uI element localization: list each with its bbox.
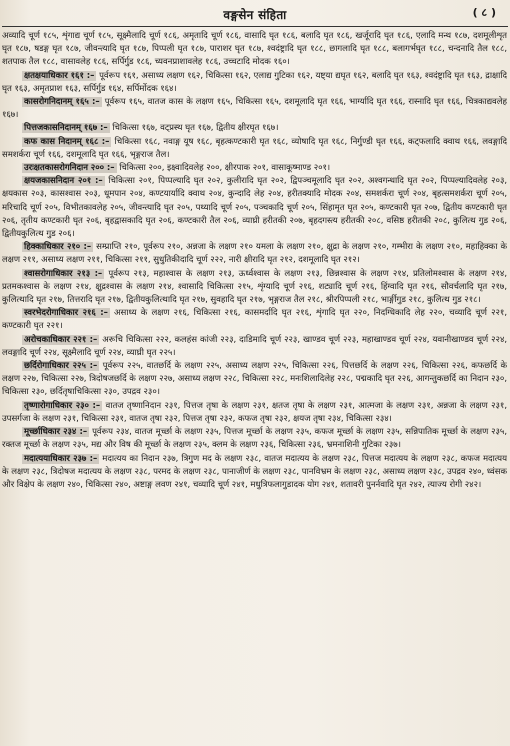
paragraph-arochaka [2, 334, 507, 360]
paragraph-kasaroga [2, 96, 507, 122]
section-heading: श्वासरोगाधिकार २१३ :– [24, 268, 103, 279]
paragraph-kshatakshaya [2, 70, 507, 96]
paragraph-text: चिकित्सा १६७, वट्प्रस्थ घृत १६७, द्वितीय क्षीरघृत १६७। [112, 123, 279, 134]
paragraph-chhardi [2, 360, 507, 400]
paragraph-madatyaya [2, 453, 507, 493]
paragraph-text: पूर्वरूप २१३, महाश्वास के लक्षण २१३, ऊर्ध्वश्वास के लक्षण २१३, छिन्नश्वास के लक्षण २१४, प्रतिलोमश्वास के लक्षण २१४, प्रतमकश्वास के लक्षण २१४, क्षुद्रश्वास के लक्षण २१४, श्वासादि चिकित्सा २१५, शृंग्यादि चूर्ण २१६, शट्यादि चूर्ण २१६, हिंग्वादि घृत २१६, सौवर्चलादि घृत २१७, कुलित्थादि घृत २१७, तित्तरादि घृत २१७, द्वितीयकुलित्थादि घृत २१७, सुवहादि घृत २१७, भृङ्गराज तैल २१८, श्रीरपिप्पली २१८, भार्ङ्गीगुड २१८, कुलित्थ गुड २१८। [2, 268, 507, 306]
contents-text [2, 30, 507, 742]
paragraph-intro [2, 30, 507, 70]
paragraph-text: असाध्य के लक्षण २१६, चिकित्सा २१६, कासमर्दादि घृत २१६, शृंगादि घृत २२०, निदग्धिकादि लेह २२०, चव्यादि चूर्ण २२१, कण्टकारी घृत २२१। [2, 308, 507, 332]
paragraph-text: सम्प्राप्ति २१०, पूर्वरूप २१०, अन्नजा के लक्षण २१० यमला के लक्षण २१०, क्षुद्रा के लक्षण २१०, गम्भीरा के लक्षण २१०, महाहिक्का के लक्षण २११, असाध्य लक्षण २११, चिकित्सा २११, सुधुतिकीदादि चूर्ण २२२, नारी क्षीरादि घृत २१२, दशमूलादि घृत २१२। [2, 242, 507, 266]
paragraph-kaphakasa [2, 136, 507, 162]
page-title: वङ्गसेन संहिता [223, 8, 287, 22]
paragraph-kshayajakasa [2, 175, 507, 241]
section-heading: अरोचकाधिकार २२१ :– [24, 334, 98, 345]
section-heading: स्वरभेदरोगाधिकार २१६ :– [24, 308, 108, 319]
paragraph-text: चिकित्सा २०१, पिप्पल्यादि घृत २०२, कुलीरादि घृत २०२, द्विपञ्चमूलादि घृत २०२, अश्वगन्धादि घृत २०२, पिप्पल्यादिवलेह २०३, क्षयकास २०३, कासश्वास २०३, धूमपान २०४, कण्टयार्यादि क्वाथ २०४, कुन्दादि लेह २०४, हरीतक्यादि मोदक २०४, समशर्करा चूर्ण २०४, बृहत्समशर्करा चूर्ण २०५, मरिचादि चूर्ण २०५, विभीतकावलेह २०५, जीवन्त्यादि घृत २०५, पथ्यादि चूर्ण २०५, पञ्चकादि चूर्ण २०५, सिंहामृत घृत २०५, कण्टकारी घृत २०७, द्वितीय कण्टकारी घृत २०६, तृतीय कण्टकारी घृत २०६, बृहद्वासकादि घृत २०६, कण्टकारी तैल २०६, व्याघ्री हरीतकी २०७, बृहदगस्त्य हरीतकी २०८, वसिष्ठ हरीतकी २०८, कुलित्थ गुड २०६, द्वितीयकुलित्थ गुड २०६। [2, 176, 507, 240]
section-heading: क्षयजकासनिदान २०१ :– [24, 176, 103, 187]
paragraph-text: पूर्वरूप १६५, वातज कास के लक्षण १६५, चिकित्सा १६५, दशमूलादि घृत १६६, भार्ग्यादि घृत १६६, रास्नादि घृत १६६, चित्रकाद्यवलेह १६७। [2, 97, 507, 121]
paragraph-urahkshata [2, 162, 507, 175]
paragraph-text: वातज तृष्णानिदान २३१, पित्तज तृषा के लक्षण २३१, क्षतज तृषा के लक्षण २३१, आत्मजा के लक्षण २३१, अन्नजा के लक्षण २३१, उपसर्गजा के लक्षण २३१, चिकित्सा २३१, वातज तृषा २३२, पित्तज तृषा २३२, कफज तृषा २३२, क्षयज तृषा २३४, चिकित्सा २३४। [2, 400, 507, 424]
section-heading: हिक्काधिकार २१० :– [24, 242, 92, 253]
section-heading: मूर्च्छाधिकार २३४ :– [24, 427, 88, 438]
paragraph-pittajakasa [2, 122, 507, 135]
section-heading: तृष्णारोगाधिकार २३० :– [24, 400, 101, 411]
paragraph-text: चिकित्सा १६८, नवाङ्ग यूष १६८, बृहत्कण्टकारी घृत १६८, व्योषादि घृत १६८, निर्गुण्डी घृत १६६, कट्फलादि क्वाथ १६६, लवङ्गादि समशर्करा चूर्ण १६६, दशमूलादि घृत १६६, भृङ्गराज तैल। [2, 136, 507, 160]
paragraph-text: पूर्वरूप २२५, वातछर्दि के लक्षण २२५, असाध्य लक्षण २२५, चिकित्सा २२६, पित्तछर्दि के लक्षण २२६, चिकित्सा २२६, कफछर्दि के लक्षण २२७, चिकित्सा २२७, त्रिदोषजछर्दि के लक्षण २२७, असाध्य लक्षण २२८, चिकित्सा २२८, मनःशिलादिलेह २२८, पद्मकादि घृत २२६, आगन्तुकछर्दि का निदान २३०, चिकित्सा २३०, छर्दितृषाचिकित्सा २३०, उपद्रव २३०। [2, 361, 507, 398]
paragraph-hikka [2, 241, 507, 267]
paragraph-trishna [2, 400, 507, 426]
paragraph-text: मदात्यय का निदान २३७, त्रिगुण मद के लक्षण २३८, वातज मदात्यय के लक्षण २३८, पित्तज मदात्यय के लक्षण २३८, कफज मदात्यय के लक्षण २३८, त्रिदोषज मदात्यय के लक्षण २३८, परमद के लक्षण २३८, पानाजीर्ण के लक्षण २३८, पानविभ्रम के लक्षण २३८, असाध्य लक्षण २३८, उपद्रव २४०, ध्वंसक और विक्षेप के लक्षण २४०, चिकित्सा २४०, अष्टाङ्ग लवण २४१, चव्यादि चूर्ण २४१, मधुत्रिफलागुडादक योग २४१, शतावरी पुनर्नवादि घृत २४२, त्याज्य रोगी २४२। [2, 453, 507, 490]
paragraph-text: पूर्वरूप २३४, वातज मूर्च्छा के लक्षण २३५, पित्तज मूर्च्छा के लक्षण २३५, कफज मूर्च्छा के लक्षण २३५, सन्निपातिक मूर्च्छा के लक्षण २३५, रक्तज मूर्च्छा के लक्षण २३५, मद्य और विष की मूर्च्छा के लक्षण २३५, क्लम के लक्षण २३६, चिकित्सा २३६, भ्रमनाशिनी गुटिका २३७। [2, 427, 507, 451]
header-rule [2, 26, 508, 27]
paragraph-svarabheda [2, 307, 507, 333]
section-heading: कफ कास निदानम् १६८ :– [24, 136, 110, 147]
paragraph-murchha [2, 426, 507, 452]
page-number: ( ८ ) [472, 6, 496, 19]
section-heading: कासरोगनिदानम् १६५ :– [24, 97, 100, 108]
section-heading: उरःक्षतकासरोगनिदान २०० :– [24, 163, 115, 174]
paragraph-text: चिकित्सा २००, इक्ष्वादिवलेह २००, क्षीरपाक २०१, वासाकूष्माण्ड २०१। [119, 163, 331, 174]
page-header [0, 0, 510, 26]
paragraph-text: अरूचि चिकित्सा २२२, कलहंस कांजी २२३, दाडिमादि चूर्ण २२३, खाण्डव चूर्ण २२३, महाखाण्डव चूर्ण २२४, यवानीखाण्डव चूर्ण २२४, लवङ्गादि चूर्ण २२४, सूक्ष्मैलादि चूर्ण २२४, व्याघ्री घृत २२५। [2, 334, 507, 358]
paragraph-shvasa [2, 268, 507, 308]
paragraph-text: पूर्वरूप १६१, असाध्य लक्षण १६२, चिकित्सा १६२, एलाद्य गुटिका १६२, यष्ट्या द्यघृत १६२, बलादि घृत १६३, श्वदंष्ट्रादि घृत १६३, द्राक्षादि घृत १६३, अमृतप्राश १६३, सर्पिर्गुड १६४, सर्पिर्मोदक १६४। [2, 70, 507, 94]
section-heading: पित्तजकासनिदानम् १६७ :– [24, 123, 108, 134]
section-heading: क्षतक्षयाधिकार १६१ :– [24, 70, 95, 81]
section-heading: छर्दिरोगाधिकार २२५ :– [24, 361, 98, 372]
paragraph-text: अव्यादि चूर्ण १८५, शृंगाद्य चूर्ण १८५, सूक्ष्मैलादि चूर्ण १८६, अमृतादि चूर्ण १८६, वासादि घृत १८६, बलादि घृत १८६, खर्जूरादि घृत १८६, एलादि मन्थ १८७, दशमूलीशृत घृत १८७, षडङ्ग घृत १८७, जीवन्त्यादि घृत १८७, पिप्पली घृत १८७, पाराशर घृत १८७, श्वदंष्ट्रादि घृत १८८, छागलादि घृत १८८, बलागर्भघृत १८८, चन्दनादि तैल १८८, शतपाक तैल १८८, वासावलेह १८६, सर्पिर्गुड १८६, च्यवनप्राशावलेह १८६, उच्चटादि मोदक १६०। [2, 31, 507, 68]
section-heading: मदात्ययाधिकार २३७ :– [24, 453, 98, 464]
